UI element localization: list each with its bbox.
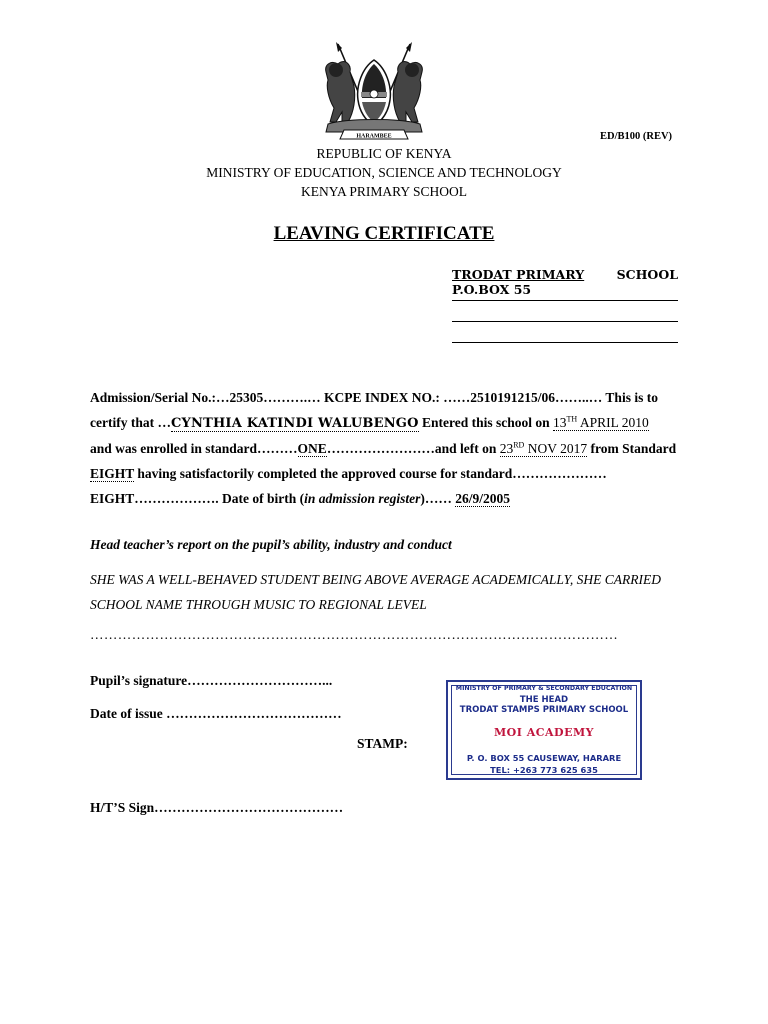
ministry-heading: MINISTRY OF EDUCATION, SCIENCE AND TECHNOLOGY: [206, 165, 562, 180]
republic-heading: REPUBLIC OF KENYA: [316, 146, 452, 161]
report-text: SHE WAS A WELL-BEHAVED STUDENT BEING ABOVE AVERAGE ACADEMICALLY, SHE CARRIED SCHOOL NAME THROUGH MUSIC TO REGIONAL LEVEL: [90, 572, 662, 612]
stamp-label: STAMP:: [357, 736, 408, 751]
school-address-block: [452, 267, 678, 343]
enrolled-standard: ONE: [297, 441, 327, 456]
stamp-ministry: MINISTRY OF PRIMARY & SECONDARY EDUCATION: [455, 685, 633, 692]
completed-standard: EIGHT: [90, 491, 135, 506]
dob-label: Date of birth (: [222, 491, 305, 506]
certify-text: This is to certify that …: [90, 390, 658, 430]
pupil-signature-field: Pupil’s signature…………………………...: [90, 673, 333, 688]
report-label: Head teacher’s report on the pupil’s ability, industry and conduct: [90, 537, 452, 552]
left-label: and left on: [434, 441, 500, 456]
date-of-issue-field: Date of issue …………………………………: [90, 706, 342, 721]
address-line-3: [452, 322, 678, 343]
coat-of-arms-motto: HARAMBEE: [356, 133, 392, 140]
admission-label: Admission/Serial No.:…: [90, 390, 230, 405]
kenya-coat-of-arms-icon: [318, 42, 430, 142]
entry-date: 13TH APRIL 2010: [553, 414, 649, 430]
admission-number: 25305: [229, 390, 264, 405]
pupil-name: CYNTHIA KATINDI WALUBENGO: [170, 416, 419, 431]
report-dotted-line: ……………………………………………………………………………………………………: [90, 627, 619, 642]
kcpe-label: KCPE INDEX NO.: ……: [320, 390, 471, 405]
head-teacher-sign-field: H/T’S Sign……………………………………: [90, 800, 344, 815]
school-name-value: TRODAT PRIMARY: [452, 267, 585, 282]
stamp-the-head: THE HEAD: [519, 695, 569, 705]
school-name: [452, 267, 678, 282]
stamp-phone: TEL: +263 773 625 635: [490, 765, 598, 775]
from-standard: EIGHT: [90, 466, 135, 481]
stamp-academy: MOI ACADEMY: [493, 726, 594, 739]
stamp-school-name: TRODAT STAMPS PRIMARY SCHOOL: [459, 705, 629, 715]
school-name-suffix: SCHOOL: [616, 267, 678, 282]
form-code: ED/B100 (REV): [600, 131, 673, 142]
enrolled-label: and was enrolled in standard………: [90, 441, 298, 456]
school-type-heading: KENYA PRIMARY SCHOOL: [300, 184, 468, 199]
school-stamp: [446, 680, 642, 780]
certificate-body: Admission/Serial No.:…25305……….… KCPE INDEX NO.: ……2510191215/06……..… This is to certify that …CYNTHIA KATINDI WALUBENGO Entered this school on 13TH APRIL 2010 and was enrolled in standard………ONE……………………and left on 23RD NOV 2017 from Standard EIGHT having satisfactorily completed the approved course for standard…………………EIGHT………………. Date of birth (in admission register)…… 26/9/2005: [90, 390, 677, 506]
school-po-box: P.O.BOX 55: [452, 282, 678, 301]
stamp-address: P. O. BOX 55 CAUSEWAY, HARARE: [466, 753, 622, 763]
address-line-2: [452, 301, 678, 322]
page-title: LEAVING CERTIFICATE: [273, 223, 495, 244]
kcpe-index-number: 2510191215/06: [470, 390, 556, 405]
date-of-birth: 26/9/2005: [455, 491, 511, 506]
left-date: 23RD NOV 2017: [499, 440, 588, 456]
